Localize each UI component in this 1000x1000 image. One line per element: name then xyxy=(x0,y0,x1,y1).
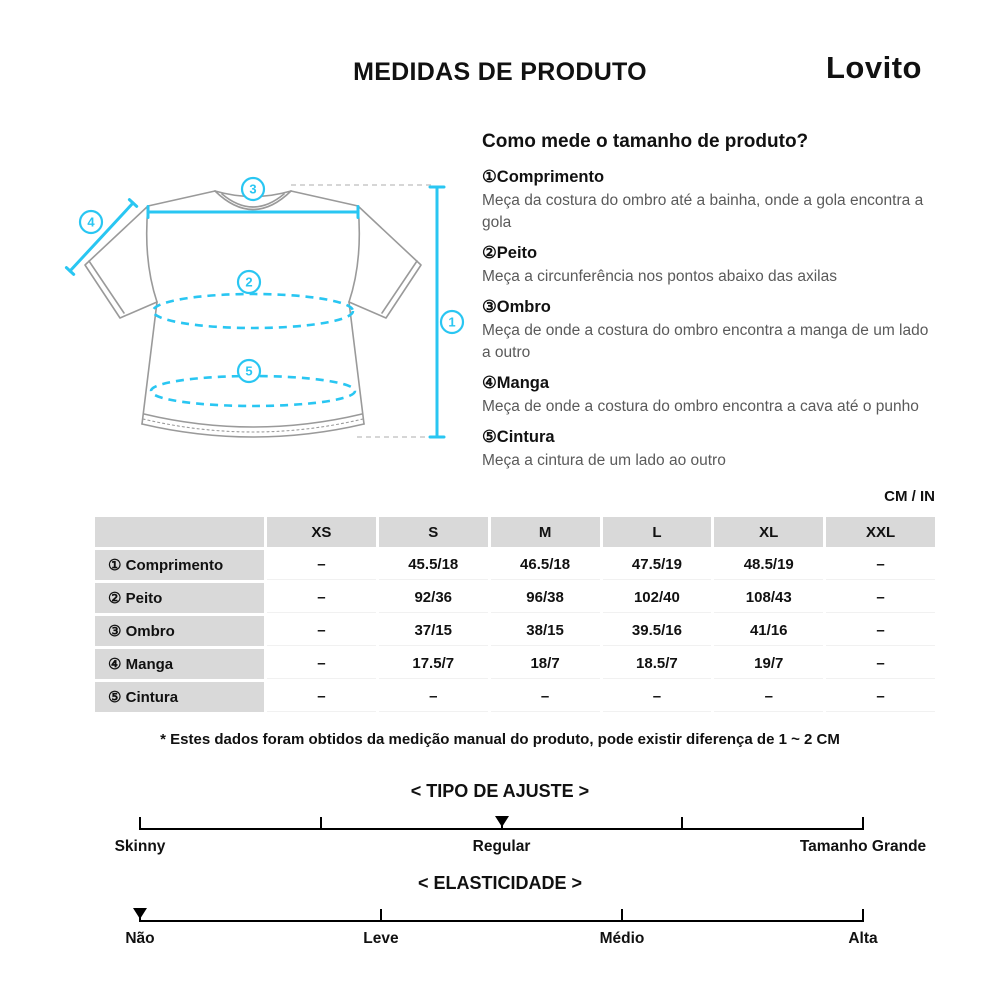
guide-term: ④Manga xyxy=(482,374,550,392)
guide-term: ⑤Cintura xyxy=(482,428,555,446)
scale-tick xyxy=(862,909,864,922)
measure-row-label: ③ Ombro xyxy=(95,616,264,646)
table-corner-cell xyxy=(95,517,264,547)
elasticity-label-nao: Não xyxy=(125,930,155,947)
size-value-cell: – xyxy=(826,616,935,646)
size-value-cell: – xyxy=(267,583,376,613)
guide-term: ①Comprimento xyxy=(482,168,605,186)
size-value-cell: 47.5/19 xyxy=(603,550,712,580)
fit-scale xyxy=(140,804,863,830)
size-value-cell: 45.5/18 xyxy=(379,550,488,580)
size-column-header-xs: XS xyxy=(267,517,376,547)
elasticity-label-alta: Alta xyxy=(848,930,878,947)
size-value-cell: – xyxy=(267,649,376,679)
measure-row-label: ① Comprimento xyxy=(95,550,264,580)
guide-desc: Meça a circunferência nos pontos abaixo das axilas xyxy=(482,268,837,285)
scale-tick xyxy=(139,817,141,830)
measure-row-label: ② Peito xyxy=(95,583,264,613)
guide-item-ombro xyxy=(482,297,934,364)
size-value-cell: 46.5/18 xyxy=(491,550,600,580)
svg-text:1: 1 xyxy=(448,314,456,330)
size-value-cell: – xyxy=(267,550,376,580)
brand-logo: Lovito xyxy=(826,50,922,85)
size-value-cell: 19/7 xyxy=(714,649,823,679)
guide-item-peito xyxy=(482,243,934,288)
size-value-cell: – xyxy=(826,550,935,580)
size-value-cell: 41/16 xyxy=(714,616,823,646)
scale-tick xyxy=(320,817,322,830)
size-value-cell: 18/7 xyxy=(491,649,600,679)
guide-desc: Meça a cintura de um lado ao outro xyxy=(482,452,726,469)
size-value-cell: 18.5/7 xyxy=(603,649,712,679)
elasticity-label-medio: Médio xyxy=(599,930,645,947)
fit-label-regular: Regular xyxy=(472,838,531,855)
elasticity-scale-line xyxy=(140,920,863,922)
elasticity-scale-labels xyxy=(125,930,878,950)
fit-marker-icon xyxy=(495,816,509,827)
size-value-cell: – xyxy=(714,682,823,712)
measure-row-label: ⑤ Cintura xyxy=(95,682,264,712)
size-value-cell: – xyxy=(826,583,935,613)
fit-label-skinny: Skinny xyxy=(114,838,166,855)
size-value-cell: 17.5/7 xyxy=(379,649,488,679)
measure-marker-2 xyxy=(238,271,260,293)
fit-scale-title: < TIPO DE AJUSTE > xyxy=(410,781,590,801)
size-value-cell: 96/38 xyxy=(491,583,600,613)
size-value-cell: 102/40 xyxy=(603,583,712,613)
svg-text:5: 5 xyxy=(245,363,253,379)
measure-marker-3 xyxy=(242,178,264,200)
page-title: MEDIDAS DE PRODUTO xyxy=(353,58,647,86)
guide-desc: Meça de onde a costura do ombro encontra a cava até o punho xyxy=(482,398,919,415)
size-value-cell: – xyxy=(826,649,935,679)
elasticity-marker-icon xyxy=(133,908,147,919)
size-value-cell: 38/15 xyxy=(491,616,600,646)
size-value-cell: – xyxy=(267,682,376,712)
size-value-cell: 108/43 xyxy=(714,583,823,613)
measure-marker-4 xyxy=(80,211,102,233)
size-column-header-xl: XL xyxy=(714,517,823,547)
elasticity-scale-title: < ELASTICIDADE > xyxy=(417,873,583,893)
scale-tick xyxy=(621,909,623,922)
guide-term: ②Peito xyxy=(482,244,538,262)
guide-item-manga xyxy=(482,373,934,418)
guide-item-comprimento xyxy=(482,167,934,234)
size-value-cell: – xyxy=(491,682,600,712)
size-value-cell: 37/15 xyxy=(379,616,488,646)
scale-tick xyxy=(681,817,683,830)
guide-desc: Meça de onde a costura do ombro encontra a manga de um lado a outro xyxy=(482,322,929,361)
guide-term: ③Ombro xyxy=(482,298,551,316)
sleeve-measure-line xyxy=(70,203,133,271)
scale-tick xyxy=(862,817,864,830)
size-value-cell: 48.5/19 xyxy=(714,550,823,580)
size-column-header-m: M xyxy=(491,517,600,547)
elasticity-label-leve: Leve xyxy=(363,930,399,947)
size-value-cell: – xyxy=(603,682,712,712)
unit-label: CM / IN xyxy=(884,488,935,505)
chest-measure-ellipse xyxy=(153,294,353,328)
size-value-cell: 39.5/16 xyxy=(603,616,712,646)
measure-row-label: ④ Manga xyxy=(95,649,264,679)
tshirt-outline xyxy=(85,191,421,437)
guide-heading: Como mede o tamanho de produto? xyxy=(482,131,809,152)
fit-scale-labels xyxy=(114,838,927,858)
guide-item-cintura xyxy=(482,427,934,472)
svg-text:4: 4 xyxy=(87,214,95,230)
measure-marker-5 xyxy=(238,360,260,382)
svg-text:3: 3 xyxy=(249,181,257,197)
size-column-header-s: S xyxy=(379,517,488,547)
size-value-cell: – xyxy=(379,682,488,712)
size-column-header-xxl: XXL xyxy=(826,517,935,547)
size-column-header-l: L xyxy=(603,517,712,547)
measure-guide xyxy=(482,131,934,472)
scale-tick xyxy=(380,909,382,922)
fit-label-grande: Tamanho Grande xyxy=(799,838,927,855)
elasticity-scale xyxy=(140,896,863,922)
guide-desc: Meça da costura do ombro até a bainha, onde a gola encontra a gola xyxy=(482,192,924,231)
svg-text:2: 2 xyxy=(245,274,253,290)
size-value-cell: – xyxy=(826,682,935,712)
tshirt-diagram-svg xyxy=(45,160,475,460)
measure-marker-1 xyxy=(441,311,463,333)
measurement-disclaimer: * Estes dados foram obtidos da medição manual do produto, pode existir diferença de 1 ~ 2 CM xyxy=(160,731,840,748)
size-value-cell: – xyxy=(267,616,376,646)
size-value-cell: 92/36 xyxy=(379,583,488,613)
tshirt-measure-diagram xyxy=(45,160,475,460)
size-table xyxy=(95,517,935,712)
